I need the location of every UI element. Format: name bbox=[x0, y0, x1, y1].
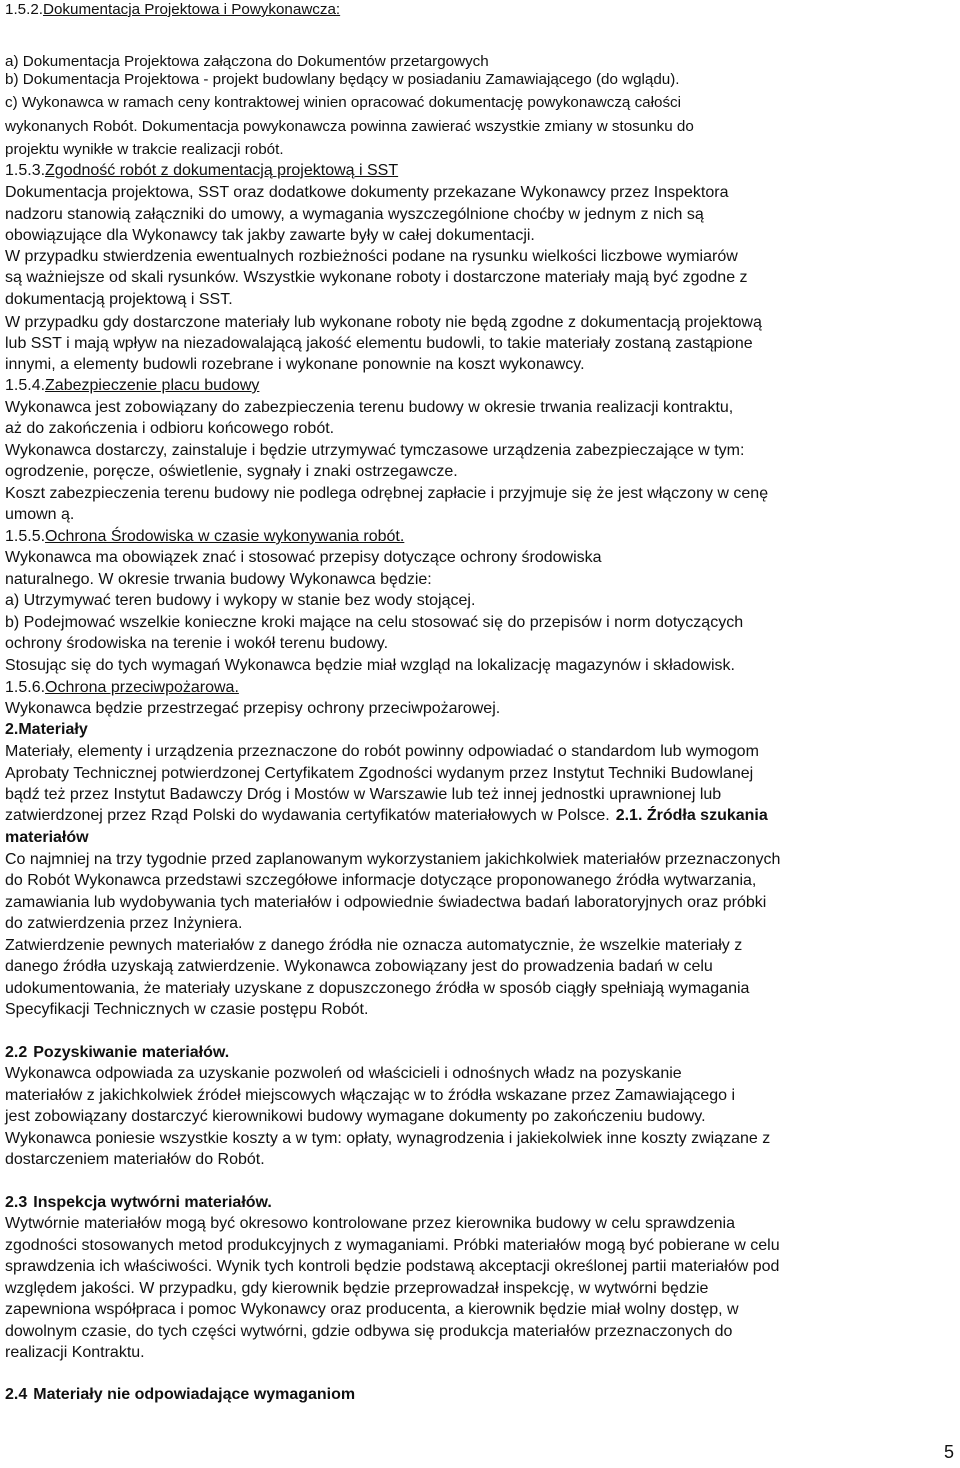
paragraph-line: zgodności stosowanych metod produkcyjnych z wymaganiami. Próbki materiałów mogą być pobierane w celu bbox=[5, 1237, 780, 1254]
list-item-a: a) Dokumentacja Projektowa załączona do Dokumentów przetargowych bbox=[5, 53, 489, 70]
paragraph-line: dokumentacją projektową i SST. bbox=[5, 291, 233, 308]
section-heading-1-5-4: 1.5.4.Zabezpieczenie placu budowy bbox=[5, 377, 260, 394]
paragraph-line: danego źródła uzyskają zatwierdzenie. Wykonawca zobowiązany jest do prowadzenia badań w celu bbox=[5, 958, 713, 975]
paragraph-line: jest zobowiązany dostarczyć kierownikowi budowy wymagane dokumenty po zakończeniu budowy. bbox=[5, 1108, 706, 1125]
paragraph-line: zamawiania lub wydobywania tych materiałów i odpowiednie świadectwa badań laboratoryjnych oraz próbki bbox=[5, 894, 767, 911]
list-item-c-line2: wykonanych Robót. Dokumentacja powykonawcza powinna zawierać wszystkie zmiany w stosunku do bbox=[5, 118, 694, 135]
paragraph-line: zapewniona współpraca i pomoc Wykonawcy oraz producenta, a kierownik będzie miał wolny dostęp, w bbox=[5, 1301, 739, 1318]
paragraph-line: udokumentowania, że materiały uzyskane z dopuszczonego źródła w sposób ciągły spełniają wymagania bbox=[5, 980, 750, 997]
paragraph-line: umown ą. bbox=[5, 506, 75, 523]
paragraph-line: materiałów z jakichkolwiek źródeł miejscowych włączając w to źródła wskazane przez Zamawiającego i bbox=[5, 1087, 736, 1104]
paragraph-line: W przypadku gdy dostarczone materiały lub wykonane roboty nie będą zgodne z dokumentacją projektową bbox=[5, 314, 762, 331]
paragraph-line: Zatwierdzenie pewnych materiałów z danego źródła nie oznacza automatycznie, że wszelkie materiały z bbox=[5, 937, 743, 954]
paragraph-line: sprawdzenia ich właściwości. Wynik tych kontroli będzie podstawą akceptacji określonej partii materiałów pod bbox=[5, 1258, 780, 1275]
paragraph-line: Wykonawca poniesie wszystkie koszty a w tym: opłaty, wynagrodzenia i jakiekolwiek inne koszty związane z bbox=[5, 1130, 771, 1147]
section-heading-1-5-3: 1.5.3.Zgodność robót z dokumentacją projektową i SST bbox=[5, 162, 399, 179]
section-heading-1-5-5: 1.5.5.Ochrona Środowiska w czasie wykonywania robót. bbox=[5, 528, 405, 545]
paragraph-line: innymi, a elementy budowli rozebrane i wykonane ponownie na koszt wykonawcy. bbox=[5, 356, 585, 373]
list-item-c-line3: projektu wynikłe w trakcie realizacji robót. bbox=[5, 141, 284, 158]
paragraph-line: Aprobaty Technicznej potwierdzonej Certyfikatem Zgodności wydanym przez Instytut Techniki Budowlanej bbox=[5, 765, 754, 782]
paragraph-line: do Robót Wykonawca przedstawi szczegółowe informacje dotyczące proponowanego źródła wytwarzania, bbox=[5, 872, 757, 889]
paragraph-line: W przypadku stwierdzenia ewentualnych rozbieżności podane na rysunku wielkości liczbowe wymiarów bbox=[5, 248, 738, 265]
paragraph-line: Wytwórnie materiałów mogą być okresowo kontrolowane przez kierownika budowy w celu sprawdzenia bbox=[5, 1215, 735, 1232]
list-item-a: a) Utrzymywać teren budowy i wykopy w stanie bez wody stojącej. bbox=[5, 592, 476, 609]
paragraph-line: obowiązujące dla Wykonawcy tak jakby zawarte były w całej dokumentacji. bbox=[5, 227, 535, 244]
section-heading-2-2: 2.2 Pozyskiwanie materiałów. bbox=[5, 1044, 230, 1061]
section-heading-2-1-cont: materiałów bbox=[5, 829, 89, 846]
paragraph-line: Dokumentacja projektowa, SST oraz dodatkowe dokumenty przekazane Wykonawcy przez Inspektora bbox=[5, 184, 729, 201]
paragraph-line: zatwierdzonej przez Rząd Polski do wydawania certyfikatów materiałowych w Polsce. 2.1. Źródła szukania bbox=[5, 807, 768, 824]
paragraph-line: naturalnego. W okresie trwania budowy Wykonawca będzie: bbox=[5, 571, 432, 588]
paragraph-line: Wykonawca będzie przestrzegać przepisy ochrony przeciwpożarowej. bbox=[5, 700, 501, 717]
paragraph-line: bądź też przez Instytut Badawczy Dróg i Mostów w Warszawie lub też innej jednostki uprawnionej lub bbox=[5, 786, 722, 803]
paragraph-line: są ważniejsze od skali rysunków. Wszystkie wykonane roboty i dostarczone materiały mają być zgodne z bbox=[5, 269, 748, 286]
paragraph-line: Specyfikacji Technicznych w czasie postępu Robót. bbox=[5, 1001, 369, 1018]
section-heading-1-5-6: 1.5.6.Ochrona przeciwpożarowa. bbox=[5, 679, 239, 696]
page-number: 5 bbox=[943, 1442, 954, 1462]
paragraph-line: do zatwierdzenia przez Inżyniera. bbox=[5, 915, 243, 932]
paragraph-line: Wykonawca ma obowiązek znać i stosować przepisy dotyczące ochrony środowiska bbox=[5, 549, 602, 566]
list-item-b: b) Dokumentacja Projektowa - projekt budowlany będący w posiadaniu Zamawiającego (do wglądu). bbox=[5, 71, 680, 88]
section-heading-2: 2.Materiały bbox=[5, 721, 88, 738]
paragraph-line: ogrodzenie, poręcze, oświetlenie, sygnały i znaki ostrzegawcze. bbox=[5, 463, 458, 480]
paragraph-line: Wykonawca odpowiada za uzyskanie pozwoleń od właścicieli i odnośnych władz na pozyskanie bbox=[5, 1065, 682, 1082]
paragraph-line: Koszt zabezpieczenia terenu budowy nie podlega odrębnej zapłacie i przyjmuje się że jest włączony w cenę bbox=[5, 485, 769, 502]
paragraph-line: aż do zakończenia i odbioru końcowego robót. bbox=[5, 420, 335, 437]
section-heading-1-5-2: 1.5.2.Dokumentacja Projektowa i Powykonawcza: bbox=[5, 1, 341, 18]
paragraph-line: Wykonawca dostarczy, zainstaluje i będzie utrzymywać tymczasowe urządzenia zabezpieczające w tym: bbox=[5, 442, 745, 459]
section-heading-2-3: 2.3 Inspekcja wytwórni materiałów. bbox=[5, 1194, 272, 1211]
paragraph-line: Co najmniej na trzy tygodnie przed zaplanowanym wykorzystaniem jakichkolwiek materiałów przeznaczonych bbox=[5, 851, 781, 868]
paragraph-line: dowolnym czasie, do tych części wytwórni, gdzie odbywa się produkcja materiałów przeznaczonych do bbox=[5, 1323, 733, 1340]
paragraph-line: nadzoru stanowią załączniki do umowy, a wymagania wyszczególnione choćby w jednym z nich są bbox=[5, 206, 704, 223]
paragraph-line: ochrony środowiska na terenie i wokół terenu budowy. bbox=[5, 635, 389, 652]
list-item-b: b) Podejmować wszelkie konieczne kroki mające na celu stosować się do przepisów i norm dotyczących bbox=[5, 614, 744, 631]
paragraph-line: realizacji Kontraktu. bbox=[5, 1344, 145, 1361]
paragraph-line: Stosując się do tych wymagań Wykonawca będzie miał wzgląd na lokalizację magazynów i składowisk. bbox=[5, 657, 735, 674]
paragraph-line: dostarczeniem materiałów do Robót. bbox=[5, 1151, 265, 1168]
paragraph-line: względem jakości. W przypadku, gdy kierownik będzie przeprowadzał inspekcję, w wytwórni będzie bbox=[5, 1280, 709, 1297]
section-heading-2-4: 2.4 Materiały nie odpowiadające wymaganiom bbox=[5, 1386, 356, 1403]
paragraph-line: Materiały, elementy i urządzenia przeznaczone do robót powinny odpowiadać o standardom lub wymogom bbox=[5, 743, 759, 760]
list-item-c-line1: c) Wykonawca w ramach ceny kontraktowej winien opracować dokumentację powykonawczą całości bbox=[5, 94, 682, 111]
section-heading-2-1: 2.1. Źródła szukania bbox=[615, 807, 768, 824]
paragraph-line: Wykonawca jest zobowiązany do zabezpieczenia terenu budowy w okresie trwania realizacji kontraktu, bbox=[5, 399, 734, 416]
paragraph-line: lub SST i mają wpływ na niezadowalającą jakość elementu budowli, to takie materiały zostaną zastąpione bbox=[5, 335, 753, 352]
